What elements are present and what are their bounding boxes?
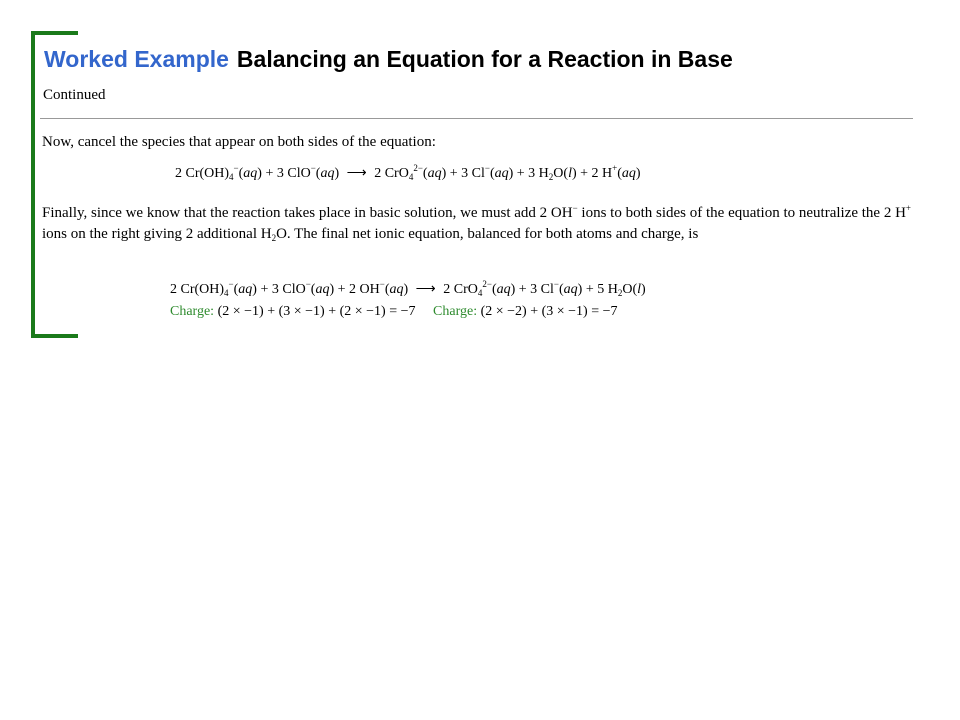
title-main: Balancing an Equation for a Reaction in Base xyxy=(236,46,733,72)
charge-left: (2 × −1) + (3 × −1) + (2 × −1) = −7 xyxy=(217,304,416,319)
para2-part-b: ions to both sides of the equation to neutralize the 2 H xyxy=(577,205,906,221)
equation-cancelled: 2 $Cr(OH)_4^-(aq) + 3$ ClO−(aq) ⟶ 2 CrO$_4^{2-}$(aq) + 3 Cl−(aq) + 3 $H_2O(l) + 2$ H+(aq) xyxy=(175,163,641,182)
title-kicker: Worked Example xyxy=(44,46,229,72)
green-bracket xyxy=(31,31,78,338)
divider xyxy=(40,118,913,119)
equation-final: 2 $Cr(OH)_4^-(aq) + 3$ ClO−(aq) + 2 OH−(aq) ⟶ 2 CrO$_4^{2-}$(aq) + 3 Cl−(aq) + 5 $H_2O(l)$ xyxy=(170,279,646,298)
paragraph-final: Finally, since we know that the reaction takes place in basic solution, we must add 2 OH− ions to both sides of the equation to neutralize the 2 H+ ions on the right giving 2 additional $H_2O$. The final net ionic equation, balanced for both atoms and charge, is xyxy=(42,203,911,243)
para2-part-d: O. The final net ionic equation, balanced for both atoms and charge, is xyxy=(276,226,699,242)
para2-part-c: ions on the right giving 2 additional H xyxy=(42,226,272,242)
para2-part-a: Finally, since we know that the reaction takes place in basic solution, we must add 2 OH xyxy=(42,205,573,221)
subtitle: Continued xyxy=(43,87,106,103)
charge-balance xyxy=(170,304,618,320)
charge-label-left: Charge: xyxy=(170,304,215,319)
charge-right: (2 × −2) + (3 × −1) = −7 xyxy=(480,304,618,319)
page-title xyxy=(44,46,733,73)
charge-label-right: Charge: xyxy=(433,304,478,319)
paragraph-cancel: Now, cancel the species that appear on both sides of the equation: xyxy=(42,134,436,150)
